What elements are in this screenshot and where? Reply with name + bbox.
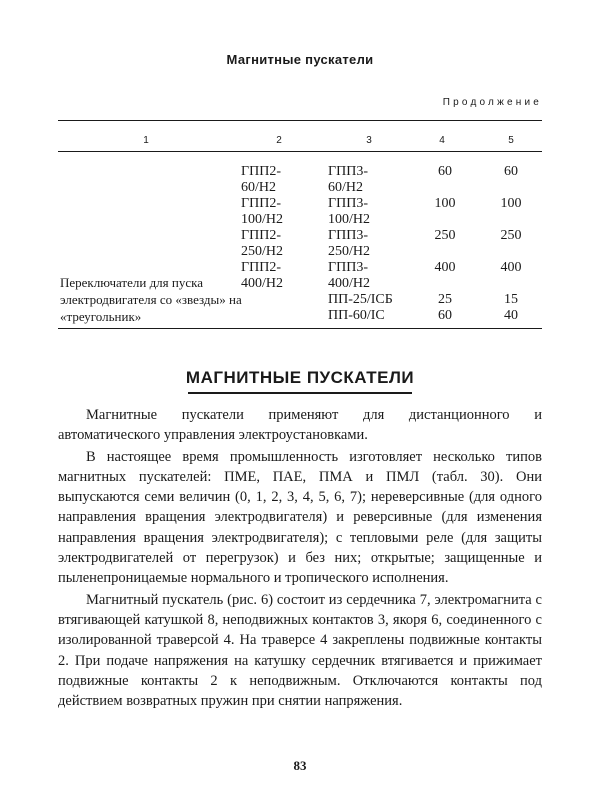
body-text [58,405,542,711]
table-cell: ГПП2- [241,228,281,243]
table-cell: 15 [504,292,518,307]
table-cell: ГПП3- [328,196,368,211]
table-cell: 60/Н2 [328,180,363,195]
table-cell: 400/Н2 [241,276,283,291]
table-header-rule [58,151,542,152]
table-cell: 100 [500,196,522,211]
section-title: МАГНИТНЫЕ ПУСКАТЕЛИ [185,368,415,387]
table-cell: 400 [434,260,456,275]
continuation-label: Продолжение [442,97,542,108]
table-cell: 100/Н2 [328,212,370,227]
paragraph: В настоящее время промышленность изготовляет несколько типов магнитных пускателей: ПМЕ, ПАЕ, ПМА и ПМЛ (табл. 30). Они выпускаются семи величин (0, 1, 2, 3, 4, 5, 6, 7); нереверсивные (для одного направления вращения электродвигателя) и реверсивные (для изменения направления вращения электродвигателя); с тепловыми реле (для защиты электродвигателей от перегрузок) и без них; открытые; защищенные и пыленепроницаемые нормального и тропического исполнения. [58,448,542,587]
table-bottom-rule [58,328,542,329]
table-cell: 250 [500,228,522,243]
table-cell: 100/Н2 [241,212,283,227]
table-cell: 250 [434,228,456,243]
table-cell: 60 [438,308,452,323]
table-cell: 250/Н2 [328,244,370,259]
table-cell: 60 [504,164,518,179]
table-cell: 60/Н2 [241,180,276,195]
table-cell: ГПП2- [241,260,281,275]
table-cell: ГПП2- [241,164,281,179]
table-cell: ГПП3- [328,228,368,243]
table-cell: 60 [438,164,452,179]
running-head: Магнитные пускатели [226,52,374,67]
table-cell: 400 [500,260,522,275]
page-number: 83 [293,758,307,773]
table-row-description: Переключатели для пуска электродвигателя со «звезды» на «треугольник» [60,275,242,324]
table-cell: ГПП3- [328,260,368,275]
section-title-underline [188,392,412,394]
paragraph: Магнитный пускатель (рис. 6) состоит из сердечника 7, электромагнита с втягивающей катушкой 8, неподвижных контактов 3, якоря 6, соединенного с изолированной траверсой 4. На траверсе 4 закреплены подвижные контакты 2. При подаче напряжения на катушку сердечник втягивается и прижимает подвижные контакты 2 к неподвижным. Отключаются контакты под действием возвратных пружин при снятии напряжения. [58,591,542,710]
column-number-1: 1 [143,135,149,146]
table-cell: ПП-25/IСБ [328,292,393,307]
column-number-3: 3 [366,135,372,146]
column-number-2: 2 [276,135,282,146]
table-cell: 400/Н2 [328,276,370,291]
table-cell: ГПП3- [328,164,368,179]
table-cell: ГПП2- [241,196,281,211]
table-cell: 100 [434,196,456,211]
table-cell: 250/Н2 [241,244,283,259]
column-number-4: 4 [439,135,445,146]
paragraph: Магнитные пускатели применяют для дистанционного и автоматического управления электроустановками. [58,407,542,444]
table-cell: 40 [504,308,518,323]
column-number-5: 5 [508,135,514,146]
table-cell: ПП-60/IС [328,308,385,323]
table-top-rule [58,120,542,121]
table-cell: 25 [438,292,452,307]
